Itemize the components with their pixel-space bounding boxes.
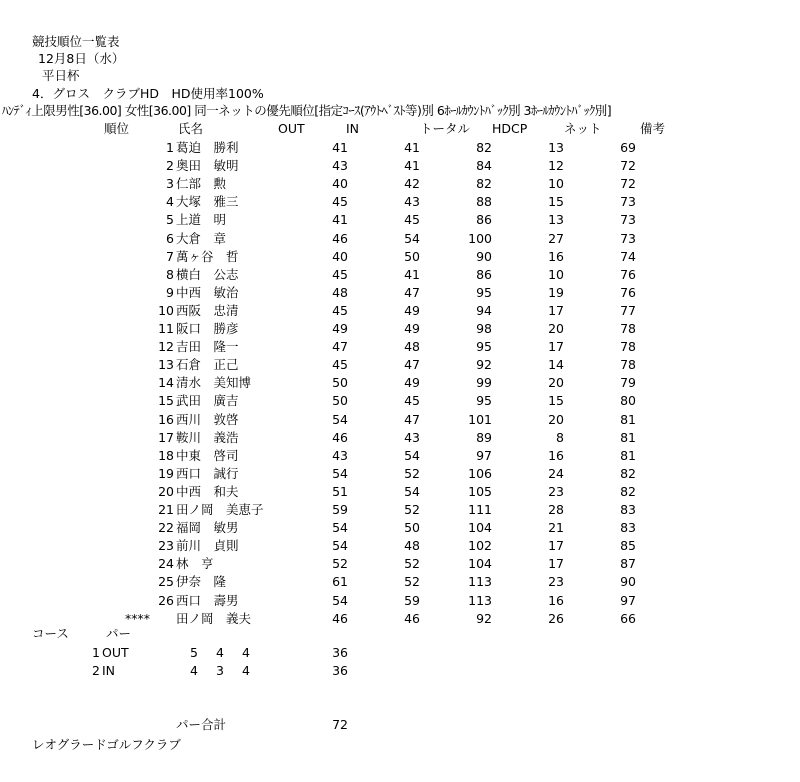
cell-name: 吉田 隆一 (176, 339, 239, 354)
cell-net: 97 (620, 593, 636, 608)
cell-hdcp: 21 (548, 520, 564, 535)
cell-hdcp: 24 (548, 466, 564, 481)
cell-hdcp: 10 (548, 176, 564, 191)
cell-rank: 15 (158, 393, 174, 408)
cell-hdcp: 10 (548, 267, 564, 282)
handicap-rules: ﾊﾝﾃﾞｨ上限男性[36.00] 女性[36.00] 同一ネットの優先順位[指定ｺｰｽ(ｱｳﾄﾍﾞｽﾄ等)別 6ﾎｰﾙｶｳﾝﾄﾊﾞｯｸ別 3ﾎｰﾙｶｳﾝﾄﾊﾞｯｸ別] (2, 103, 612, 118)
cell-name: 大塚 雅三 (176, 194, 239, 209)
cell-name: 鞍川 義浩 (176, 430, 239, 445)
cell-name: 阪口 勝彦 (176, 321, 239, 336)
cell-hdcp: 19 (548, 285, 564, 300)
cell-hdcp: 20 (548, 412, 564, 427)
cell-name: 前川 貞則 (176, 538, 239, 553)
cell-out: 47 (332, 339, 348, 354)
cell-net: 83 (620, 502, 636, 517)
cell-in: 52 (404, 466, 420, 481)
cell-hdcp: 27 (548, 231, 564, 246)
cell-in: 43 (404, 430, 420, 445)
course-no: 2 (92, 663, 100, 678)
cell-net: 87 (620, 556, 636, 571)
cell-name: 中西 敏治 (176, 285, 239, 300)
par-total-value: 72 (332, 717, 348, 732)
cell-total: 98 (476, 321, 492, 336)
cell-total: 111 (468, 502, 492, 517)
col-note-header: 備考 (640, 121, 666, 136)
cell-total: 113 (468, 574, 492, 589)
cell-name: 中東 啓司 (176, 448, 239, 463)
cell-out: 49 (332, 321, 348, 336)
cell-name: 葛迫 勝利 (176, 140, 239, 155)
cell-out: 45 (332, 303, 348, 318)
cell-net: 72 (620, 176, 636, 191)
cell-name: 田ノ岡 義夫 (176, 611, 252, 626)
cell-name: 西阪 忠清 (176, 303, 239, 318)
cell-rank: 25 (158, 574, 174, 589)
report-title: 競技順位一覧表 (32, 34, 120, 49)
cell-rank: 1 (166, 140, 174, 155)
cell-hdcp: 28 (548, 502, 564, 517)
cell-name: 福岡 敏男 (176, 520, 239, 535)
cell-net: 81 (620, 448, 636, 463)
cell-name: 武田 廣吉 (176, 393, 239, 408)
cell-total: 104 (468, 556, 492, 571)
cell-out: 50 (332, 393, 348, 408)
course-par-total: 36 (332, 645, 348, 660)
cell-rank: 6 (166, 231, 174, 246)
cell-hdcp: 26 (548, 611, 564, 626)
cell-in: 45 (404, 393, 420, 408)
cell-net: 81 (620, 412, 636, 427)
cell-in: 41 (404, 158, 420, 173)
par-total-label: パー合計 (176, 717, 227, 732)
cell-total: 92 (476, 357, 492, 372)
cell-hdcp: 20 (548, 375, 564, 390)
cell-in: 50 (404, 249, 420, 264)
cell-hdcp: 16 (548, 593, 564, 608)
course-par-2: 4 (216, 645, 224, 660)
cell-hdcp: 13 (548, 212, 564, 227)
cell-hdcp: 15 (548, 194, 564, 209)
cell-out: 45 (332, 194, 348, 209)
cell-total: 101 (468, 412, 492, 427)
course-par-3: 4 (242, 663, 250, 678)
cell-out: 54 (332, 412, 348, 427)
cell-name: 西口 壽男 (176, 593, 239, 608)
cell-rank: 20 (158, 484, 174, 499)
cell-total: 99 (476, 375, 492, 390)
cell-name: 田ノ岡 美恵子 (176, 502, 264, 517)
cell-out: 54 (332, 466, 348, 481)
cell-name: 中西 和夫 (176, 484, 239, 499)
cell-in: 52 (404, 574, 420, 589)
cell-rank: 9 (166, 285, 174, 300)
cell-hdcp: 15 (548, 393, 564, 408)
cell-total: 113 (468, 593, 492, 608)
cell-hdcp: 17 (548, 339, 564, 354)
cell-total: 82 (476, 176, 492, 191)
cell-in: 59 (404, 593, 420, 608)
cell-out: 48 (332, 285, 348, 300)
cell-out: 40 (332, 176, 348, 191)
cell-net: 81 (620, 430, 636, 445)
cell-net: 73 (620, 212, 636, 227)
cell-total: 97 (476, 448, 492, 463)
cell-hdcp: 8 (556, 430, 564, 445)
cell-out: 43 (332, 448, 348, 463)
par-label: パー (106, 626, 132, 641)
cell-rank: 18 (158, 448, 174, 463)
cell-hdcp: 17 (548, 303, 564, 318)
cell-total: 105 (468, 484, 492, 499)
course-name: OUT (102, 645, 129, 660)
cell-net: 79 (620, 375, 636, 390)
course-label: コース (32, 626, 69, 641)
cell-total: 95 (476, 339, 492, 354)
cell-rank: 8 (166, 267, 174, 282)
cell-out: 54 (332, 538, 348, 553)
cell-total: 94 (476, 303, 492, 318)
cell-rank: 11 (158, 321, 174, 336)
cell-total: 86 (476, 212, 492, 227)
cell-rank: 7 (166, 249, 174, 264)
cell-total: 86 (476, 267, 492, 282)
cell-out: 41 (332, 140, 348, 155)
cell-in: 42 (404, 176, 420, 191)
cell-out: 45 (332, 267, 348, 282)
course-no: 1 (92, 645, 100, 660)
cell-name: 伊奈 隆 (176, 574, 227, 589)
cell-rank: 2 (166, 158, 174, 173)
cell-name: 大倉 章 (176, 231, 227, 246)
cell-rank: 4 (166, 194, 174, 209)
cell-total: 88 (476, 194, 492, 209)
cell-name: 林 亨 (176, 556, 214, 571)
cell-out: 46 (332, 430, 348, 445)
cell-hdcp: 13 (548, 140, 564, 155)
cell-in: 49 (404, 303, 420, 318)
cell-in: 43 (404, 194, 420, 209)
cell-in: 52 (404, 502, 420, 517)
cell-hdcp: 12 (548, 158, 564, 173)
cell-total: 89 (476, 430, 492, 445)
cell-rank: 16 (158, 412, 174, 427)
cell-out: 40 (332, 249, 348, 264)
cell-in: 47 (404, 412, 420, 427)
cell-in: 47 (404, 357, 420, 372)
cell-rank: **** (125, 611, 150, 626)
course-par-3: 4 (242, 645, 250, 660)
cell-total: 95 (476, 285, 492, 300)
cell-out: 61 (332, 574, 348, 589)
cell-in: 52 (404, 556, 420, 571)
cell-in: 54 (404, 231, 420, 246)
cell-rank: 10 (158, 303, 174, 318)
cell-out: 43 (332, 158, 348, 173)
cell-total: 104 (468, 520, 492, 535)
cell-out: 45 (332, 357, 348, 372)
cell-out: 51 (332, 484, 348, 499)
cell-in: 48 (404, 339, 420, 354)
cell-net: 83 (620, 520, 636, 535)
cell-name: 西口 誠行 (176, 466, 239, 481)
cell-net: 74 (620, 249, 636, 264)
score-category: 4．グロス クラブHD HD使用率100% (32, 86, 264, 101)
cell-net: 78 (620, 357, 636, 372)
cell-out: 54 (332, 520, 348, 535)
col-hdcp-header: HDCP (492, 121, 528, 136)
cell-net: 76 (620, 285, 636, 300)
cell-hdcp: 16 (548, 249, 564, 264)
cell-total: 92 (476, 611, 492, 626)
cell-total: 95 (476, 393, 492, 408)
cell-total: 90 (476, 249, 492, 264)
cell-out: 50 (332, 375, 348, 390)
course-par-1: 5 (190, 645, 198, 660)
cell-out: 41 (332, 212, 348, 227)
col-net-header: ネット (564, 121, 602, 136)
cell-out: 46 (332, 611, 348, 626)
cell-hdcp: 17 (548, 538, 564, 553)
cell-rank: 3 (166, 176, 174, 191)
cell-in: 47 (404, 285, 420, 300)
cell-total: 100 (468, 231, 492, 246)
cell-hdcp: 14 (548, 357, 564, 372)
col-out-header: OUT (278, 121, 305, 136)
cell-net: 78 (620, 321, 636, 336)
course-par-total: 36 (332, 663, 348, 678)
cell-in: 41 (404, 267, 420, 282)
col-in-header: IN (346, 121, 360, 136)
cell-rank: 21 (158, 502, 174, 517)
cell-rank: 23 (158, 538, 174, 553)
cell-hdcp: 23 (548, 484, 564, 499)
cell-in: 41 (404, 140, 420, 155)
cell-name: 仁部 勲 (176, 176, 227, 191)
cell-total: 82 (476, 140, 492, 155)
cell-rank: 17 (158, 430, 174, 445)
cell-net: 82 (620, 466, 636, 481)
cell-hdcp: 16 (548, 448, 564, 463)
cell-in: 45 (404, 212, 420, 227)
cell-rank: 24 (158, 556, 174, 571)
cell-name: 清水 美知博 (176, 375, 252, 390)
club-name: レオグラードゴルフクラブ (32, 737, 181, 752)
event-name: 平日杯 (42, 68, 80, 83)
cell-hdcp: 20 (548, 321, 564, 336)
cell-in: 48 (404, 538, 420, 553)
cell-in: 54 (404, 448, 420, 463)
cell-name: 奥田 敏明 (176, 158, 239, 173)
cell-total: 106 (468, 466, 492, 481)
cell-name: 石倉 正己 (176, 357, 239, 372)
cell-net: 72 (620, 158, 636, 173)
cell-net: 73 (620, 231, 636, 246)
cell-name: 横白 公志 (176, 267, 239, 282)
cell-name: 上道 明 (176, 212, 227, 227)
cell-hdcp: 17 (548, 556, 564, 571)
cell-name: 萬ヶ谷 哲 (176, 249, 239, 264)
cell-rank: 13 (158, 357, 174, 372)
cell-in: 46 (404, 611, 420, 626)
cell-out: 54 (332, 593, 348, 608)
report-date: 12月8日（水） (38, 51, 125, 66)
cell-net: 77 (620, 303, 636, 318)
cell-net: 76 (620, 267, 636, 282)
cell-out: 59 (332, 502, 348, 517)
cell-name: 西川 敦啓 (176, 412, 239, 427)
cell-net: 85 (620, 538, 636, 553)
cell-net: 66 (620, 611, 636, 626)
cell-rank: 12 (158, 339, 174, 354)
cell-net: 80 (620, 393, 636, 408)
course-par-2: 3 (216, 663, 224, 678)
cell-rank: 22 (158, 520, 174, 535)
cell-net: 69 (620, 140, 636, 155)
cell-net: 82 (620, 484, 636, 499)
cell-in: 49 (404, 321, 420, 336)
cell-total: 84 (476, 158, 492, 173)
cell-in: 49 (404, 375, 420, 390)
cell-out: 52 (332, 556, 348, 571)
cell-hdcp: 23 (548, 574, 564, 589)
cell-rank: 19 (158, 466, 174, 481)
cell-net: 78 (620, 339, 636, 354)
cell-in: 50 (404, 520, 420, 535)
cell-net: 73 (620, 194, 636, 209)
col-name-header: 氏名 (178, 121, 204, 136)
cell-total: 102 (468, 538, 492, 553)
col-rank-header: 順位 (104, 121, 130, 136)
cell-rank: 26 (158, 593, 174, 608)
cell-out: 46 (332, 231, 348, 246)
course-name: IN (102, 663, 116, 678)
course-par-1: 4 (190, 663, 198, 678)
cell-net: 90 (620, 574, 636, 589)
cell-in: 54 (404, 484, 420, 499)
cell-rank: 5 (166, 212, 174, 227)
cell-rank: 14 (158, 375, 174, 390)
col-total-header: トータル (420, 121, 471, 136)
